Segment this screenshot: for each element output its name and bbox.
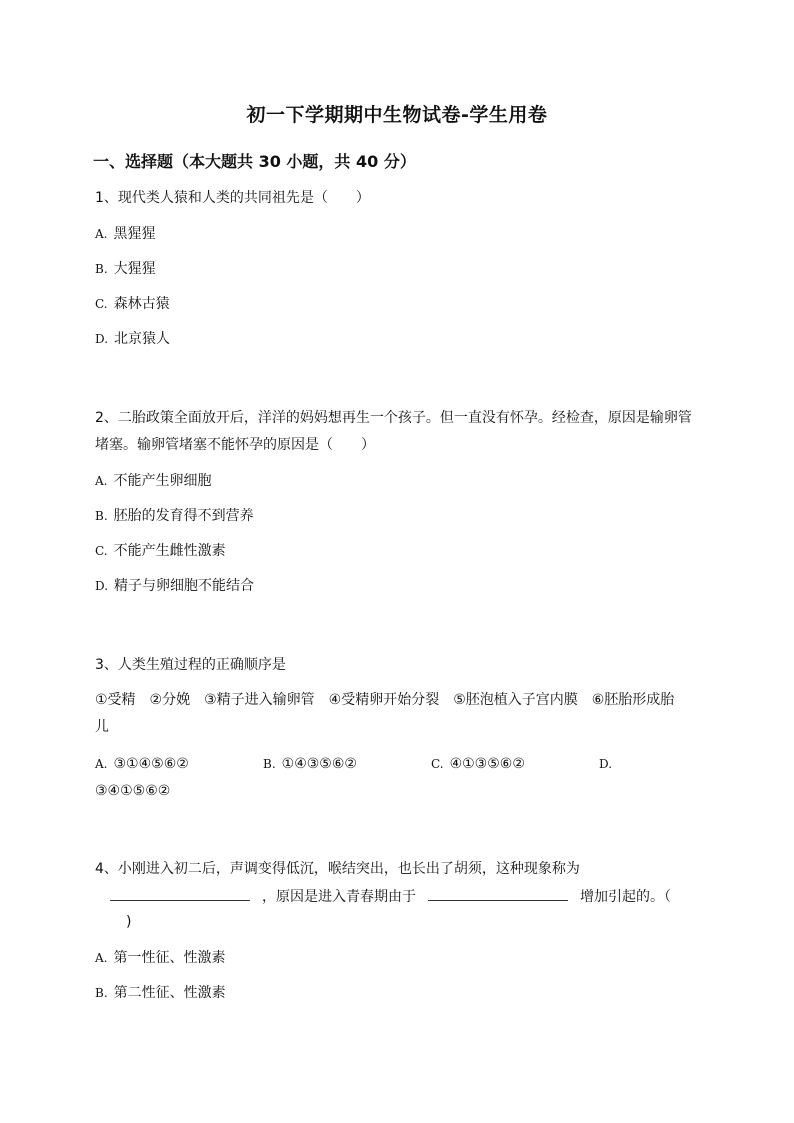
option-text: 黑猩猩 [113,226,156,242]
option-letter: D. [599,757,613,771]
question-2-option-a[interactable] [95,471,211,491]
question-1-option-b[interactable] [95,259,156,279]
page-title: 初一下学期期中生物试卷-学生用卷 [246,104,548,126]
option-letter: C. [95,544,108,558]
question-3-option-d[interactable] [599,754,618,774]
option-letter: B. [95,509,108,523]
question-2-stem-line-1: 2、二胎政策全面放开后，洋洋的妈妈想再生一个孩子。但一直没有怀孕。经检查，原因是输卵管 [95,410,692,426]
option-text: 大猩猩 [113,261,156,277]
option-letter: D. [95,579,109,593]
question-4-stem-mid: ，原因是进入青春期由于 [262,889,416,905]
option-text: 不能产生卵细胞 [113,473,212,489]
question-2-option-d[interactable] [95,576,254,596]
question-4-stem-close: ) [126,914,132,930]
question-4-option-a[interactable] [95,948,225,968]
question-1-option-d[interactable] [95,329,170,349]
question-4-stem-line-2 [110,886,671,907]
option-letter: B. [95,986,108,1000]
option-text: 北京猿人 [114,331,171,347]
question-3-option-d-text: ③④①⑤⑥② [95,783,171,799]
option-letter: A. [95,474,108,488]
option-letter: C. [95,297,108,311]
option-text: ①④③⑤⑥② [281,756,357,772]
question-2-option-b[interactable] [95,506,254,526]
option-letter: A. [95,951,108,965]
question-3-option-b[interactable] [263,754,357,774]
option-text: 第一性征、性激素 [113,950,226,966]
option-text: 森林古猿 [113,296,170,312]
question-3-steps-line-1: ①受精 ②分娩 ③精子进入输卵管 ④受精卵开始分裂 ⑤胚泡植入子宫内膜 ⑥胚胎形成胎 [95,692,675,708]
question-3-option-a[interactable] [95,754,189,774]
question-3-option-c[interactable] [431,754,525,774]
question-2-stem-line-2: 堵塞。输卵管堵塞不能怀孕的原因是（ ） [95,437,375,453]
option-letter: D. [95,332,109,346]
question-3-stem: 3、人类生殖过程的正确顺序是 [95,657,286,673]
option-text: ③①④⑤⑥② [113,756,189,772]
option-letter: B. [263,757,276,771]
option-text: ④①③⑤⑥② [449,756,525,772]
option-letter: C. [431,757,444,771]
option-text: 精子与卵细胞不能结合 [114,578,255,594]
question-2-option-c[interactable] [95,541,226,561]
answer-blank-1[interactable] [110,886,250,901]
option-letter: B. [95,262,108,276]
option-text: 胚胎的发育得不到营养 [113,508,254,524]
option-letter: A. [95,757,108,771]
question-4-option-b[interactable] [95,983,226,1003]
option-letter: A. [95,227,108,241]
section-heading: 一、选择题（本大题共 30 小题，共 40 分） [93,152,416,171]
option-text: 第二性征、性激素 [113,985,226,1001]
answer-blank-2[interactable] [428,886,568,901]
question-1-stem: 1、现代类人猿和人类的共同祖先是（ ） [95,190,370,206]
question-4-stem-end: 增加引起的。（ [580,889,671,905]
question-4-stem-line-1: 4、小刚进入初二后，声调变得低沉，喉结突出，也长出了胡须，这种现象称为 [95,861,580,877]
option-text: 不能产生雌性激素 [113,543,226,559]
question-1-option-a[interactable] [95,224,155,244]
question-1-option-c[interactable] [95,294,170,314]
question-3-steps-line-2: 儿 [95,719,109,735]
